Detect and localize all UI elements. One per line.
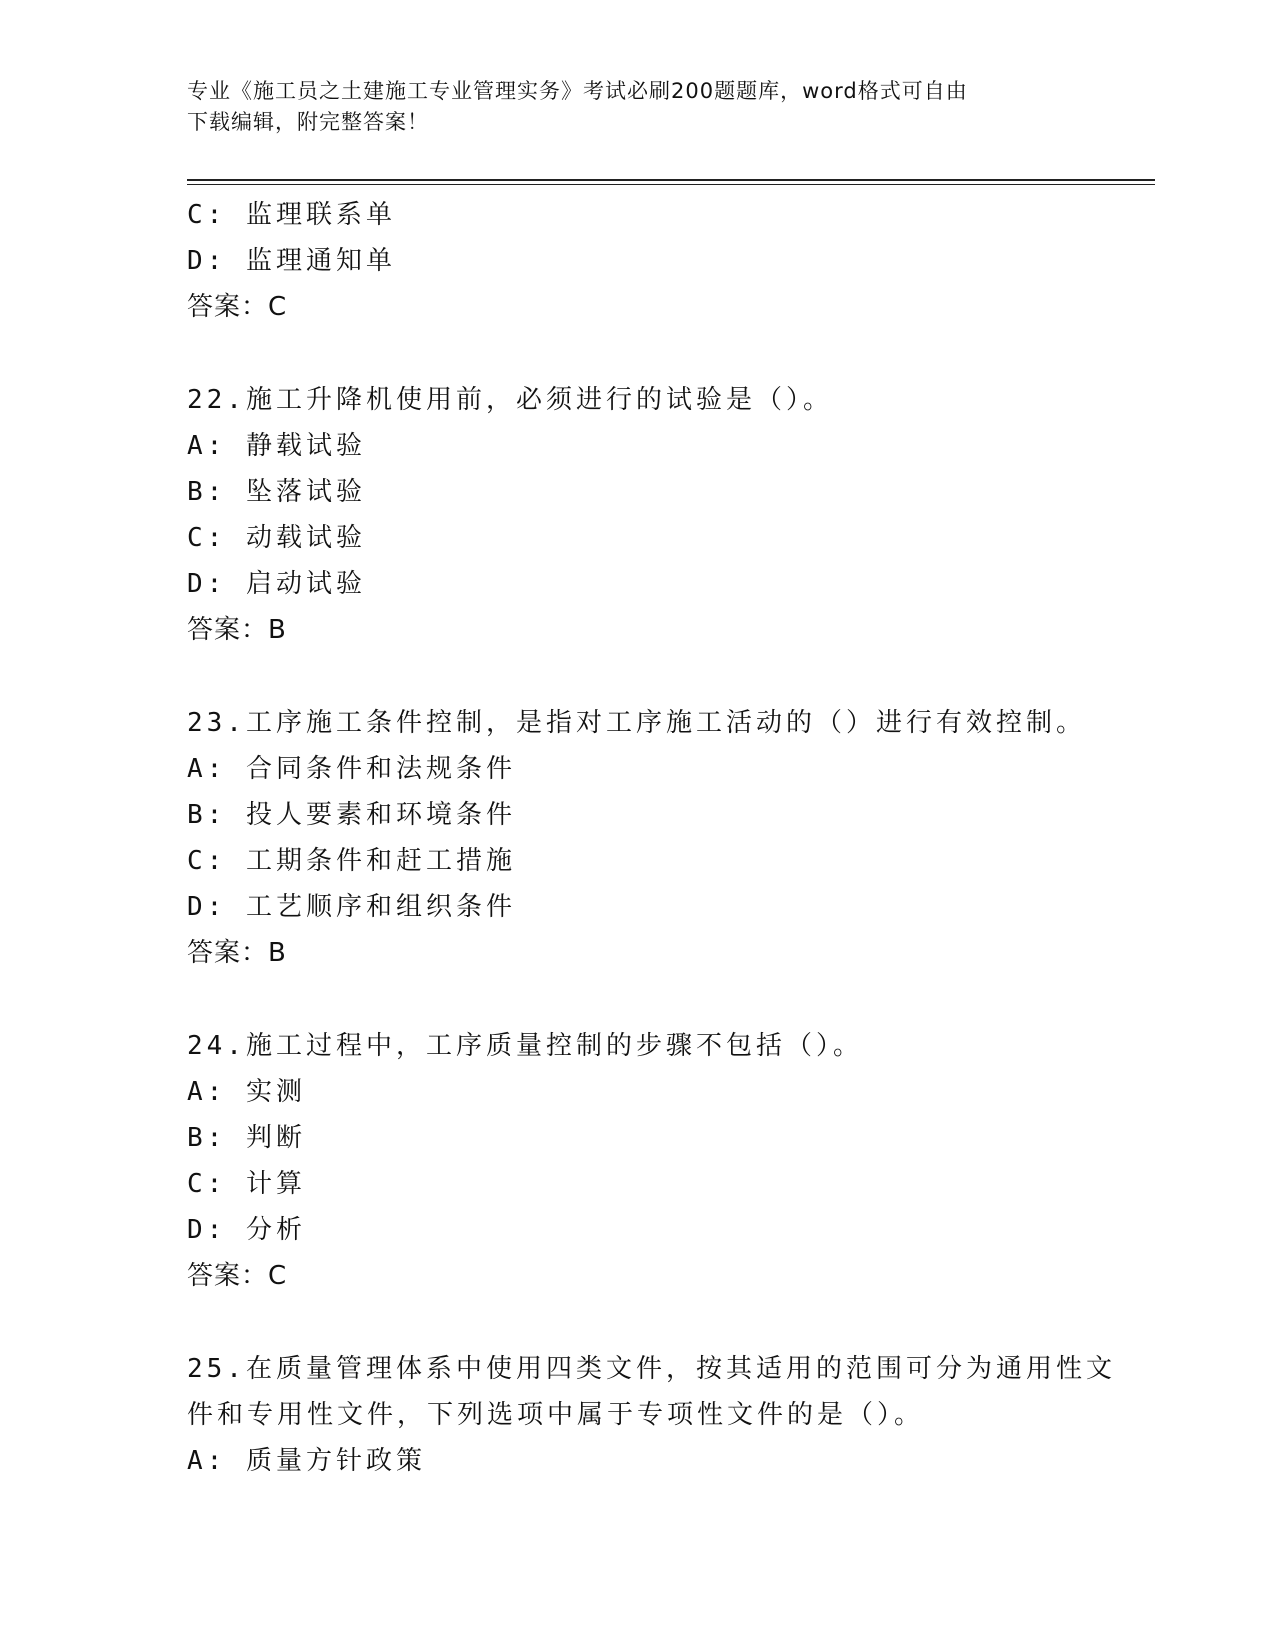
question-24 (187, 1023, 1087, 1299)
header-line-1: 专业《施工员之土建施工专业管理实务》考试必刷200题题库，word格式可自由 (187, 79, 968, 103)
option-c: C: 工期条件和赶工措施 (187, 846, 516, 876)
document-header (187, 76, 1067, 138)
answer: 答案：C (187, 292, 288, 322)
question-22 (187, 377, 1087, 653)
question-list (187, 192, 1116, 1484)
option-d: D: 工艺顺序和组织条件 (187, 892, 516, 922)
option-c: C: 动载试验 (187, 523, 366, 553)
question-text: 23.工序施工条件控制，是指对工序施工活动的（）进行有效控制。 (187, 708, 1086, 738)
option-b: B: 判断 (187, 1123, 306, 1153)
question-25 (187, 1346, 1116, 1484)
answer: 答案：B (187, 615, 287, 645)
option-b: B: 投人要素和环境条件 (187, 800, 516, 830)
question-23 (187, 700, 1087, 976)
option-c: C: 监理联系单 (187, 200, 396, 230)
header-line-2: 下载编辑，附完整答案！ (187, 110, 429, 134)
answer: 答案：B (187, 938, 287, 968)
header-rule-thick (187, 179, 1155, 181)
question-text: 24.施工过程中，工序质量控制的步骤不包括（）。 (187, 1031, 863, 1061)
question-21-tail (187, 192, 1087, 330)
option-a: A: 合同条件和法规条件 (187, 754, 516, 784)
option-d: D: 启动试验 (187, 569, 366, 599)
option-b: B: 坠落试验 (187, 477, 366, 507)
question-text: 22.施工升降机使用前，必须进行的试验是（）。 (187, 385, 833, 415)
question-text-line-1: 25.在质量管理体系中使用四类文件，按其适用的范围可分为通用性文 (187, 1354, 1116, 1384)
question-text-line-2: 件和专用性文件，下列选项中属于专项性文件的是（）。 (187, 1400, 925, 1430)
answer: 答案：C (187, 1261, 288, 1291)
header-rule-thin (187, 184, 1155, 185)
option-d: D: 监理通知单 (187, 246, 396, 276)
option-a: A: 质量方针政策 (187, 1446, 426, 1476)
option-d: D: 分析 (187, 1215, 306, 1245)
option-a: A: 实测 (187, 1077, 306, 1107)
option-a: A: 静载试验 (187, 431, 366, 461)
option-c: C: 计算 (187, 1169, 306, 1199)
